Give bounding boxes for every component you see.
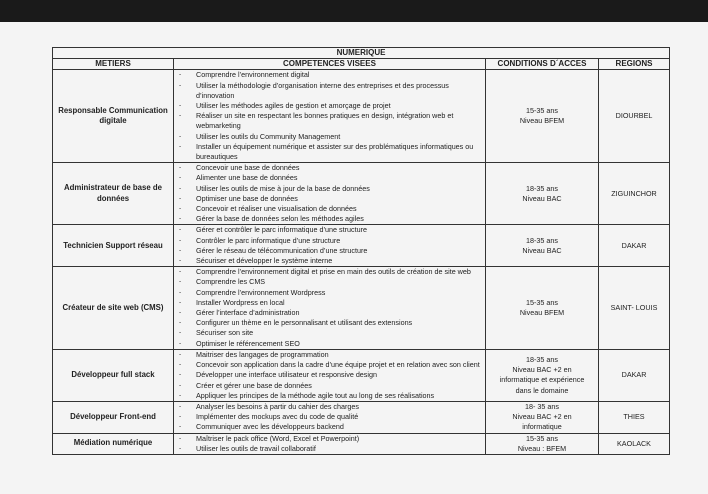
competence-item: - Utiliser les outils de travail collaboratif — [176, 444, 483, 454]
condition-line: 18- 35 ans — [525, 401, 559, 411]
competence-item: - Comprendre l’environnement digital et prise en main des outils de création de site web — [176, 267, 483, 277]
competences-cell — [174, 163, 486, 225]
metier-cell: Médiation numérique — [53, 433, 174, 454]
metier-cell: Responsable Communication digitale — [53, 70, 174, 163]
conditions-cell — [486, 225, 599, 267]
conditions-cell — [486, 267, 599, 350]
competence-item: - Comprendre l’environnement digital — [176, 70, 483, 80]
competence-item: - Alimenter une base de données — [176, 173, 483, 183]
condition-line: informatique et expérience — [499, 375, 585, 385]
competences-list — [176, 434, 483, 454]
competence-item: - Installer Wordpress en local — [176, 298, 483, 308]
table-row — [53, 267, 670, 350]
condition-line: 15-35 ans — [526, 433, 558, 443]
metier-cell: Développeur full stack — [53, 349, 174, 401]
competences-list — [176, 70, 483, 162]
document-page — [0, 22, 708, 494]
conditions-cell — [486, 349, 599, 401]
competence-item: - Optimiser une base de données — [176, 194, 483, 204]
metier-cell: Créateur de site web (CMS) — [53, 267, 174, 350]
competences-list — [176, 350, 483, 401]
condition-line: Niveau BFEM — [519, 308, 565, 318]
competences-cell — [174, 401, 486, 433]
competences-list — [176, 163, 483, 224]
competence-item: - Configurer un thème en le personnalisant et utilisant des extensions — [176, 318, 483, 328]
metier-cell: Administrateur de base de données — [53, 163, 174, 225]
table-row — [53, 225, 670, 267]
competence-item: - Gérer le réseau de télécommunication d’une structure — [176, 246, 483, 256]
competences-list — [176, 225, 483, 266]
competence-item: - Utiliser les outils du Community Management — [176, 132, 483, 142]
header-metiers: METIERS — [53, 59, 174, 70]
competence-item: - Gérer l’interface d’administration — [176, 308, 483, 318]
competence-item: - Concevoir et réaliser une visualisation de données — [176, 204, 483, 214]
competence-item: - Implémenter des mockups avec du code de qualité — [176, 412, 483, 422]
condition-line: Niveau : BFEM — [517, 443, 567, 453]
region-cell: KAOLACK — [599, 433, 670, 454]
condition-line: 18-35 ans — [526, 235, 558, 245]
table-row — [53, 349, 670, 401]
header-competences: COMPETENCES VISEES — [174, 59, 486, 70]
competences-cell — [174, 433, 486, 454]
region-cell: THIES — [599, 401, 670, 433]
competence-item: - Analyser les besoins à partir du cahier des charges — [176, 402, 483, 412]
region-cell: DAKAR — [599, 349, 670, 401]
competence-item: - Utiliser les outils de mise à jour de la base de données — [176, 184, 483, 194]
competence-item: - Contrôler le parc informatique d’une structure — [176, 236, 483, 246]
competence-item: - Communiquer avec les développeurs backend — [176, 422, 483, 432]
table-row — [53, 163, 670, 225]
competence-item: - Installer un équipement numérique et assister sur des problématiques informatiques ou bureautiques — [176, 142, 483, 162]
competences-cell — [174, 70, 486, 163]
conditions-cell — [486, 163, 599, 225]
competences-list — [176, 402, 483, 433]
header-conditions: CONDITIONS D´ACCES — [486, 59, 599, 70]
competence-item: - Optimiser le référencement SEO — [176, 339, 483, 349]
table-row — [53, 70, 670, 163]
region-cell: DAKAR — [599, 225, 670, 267]
condition-line: 15-35 ans — [526, 297, 558, 307]
condition-line: Niveau BAC — [522, 245, 562, 255]
competence-item: - Développer une interface utilisateur et responsive design — [176, 370, 483, 380]
competences-cell — [174, 225, 486, 267]
condition-line: 15-35 ans — [526, 106, 558, 116]
condition-line: Niveau BAC +2 en — [512, 412, 572, 422]
competence-item: - Concevoir son application dans la cadre d’une équipe projet et en relation avec son client — [176, 360, 483, 370]
competence-item: - Sécuriser son site — [176, 328, 483, 338]
region-cell: ZIGUINCHOR — [599, 163, 670, 225]
condition-line: dans le domaine — [515, 385, 569, 395]
competences-list — [176, 267, 483, 349]
conditions-cell — [486, 433, 599, 454]
condition-line: Niveau BFEM — [519, 116, 565, 126]
competence-item: - Concevoir une base de données — [176, 163, 483, 173]
condition-line: informatique — [522, 422, 562, 432]
competence-item: - Utiliser les méthodes agiles de gestion et amorçage de projet — [176, 101, 483, 111]
competence-item: - Créer et gérer une base de données — [176, 381, 483, 391]
table-row — [53, 401, 670, 433]
competence-item: - Gérer la base de données selon les méthodes agiles — [176, 214, 483, 224]
competence-item: - Maîtriser le pack office (Word, Excel et Powerpoint) — [176, 434, 483, 444]
metier-cell: Technicien Support réseau — [53, 225, 174, 267]
metier-cell: Développeur Front-end — [53, 401, 174, 433]
competence-item: - Comprendre l’environnement Wordpress — [176, 288, 483, 298]
condition-line: 18-35 ans — [526, 183, 558, 193]
region-cell: SAINT- LOUIS — [599, 267, 670, 350]
condition-line: Niveau BAC +2 en — [512, 365, 572, 375]
conditions-cell — [486, 70, 599, 163]
conditions-cell — [486, 401, 599, 433]
competence-item: - Réaliser un site en respectant les bonnes pratiques en design, intégration web et webmarketing — [176, 111, 483, 131]
competence-item: - Appliquer les principes de la méthode agile tout au long de ses réalisations — [176, 391, 483, 401]
competence-item: - Comprendre les CMS — [176, 277, 483, 287]
competence-item: - Sécuriser et développer le système interne — [176, 256, 483, 266]
competence-item: - Gérer et contrôler le parc informatique d’une structure — [176, 225, 483, 235]
header-regions: REGIONS — [599, 59, 670, 70]
competence-item: - Utiliser la méthodologie d’organisation interne des entreprises et des processus d’innovation — [176, 81, 483, 101]
table-body — [53, 70, 670, 455]
competences-cell — [174, 349, 486, 401]
region-cell: DIOURBEL — [599, 70, 670, 163]
competences-cell — [174, 267, 486, 350]
table-title: NUMERIQUE — [53, 48, 670, 59]
competence-item: - Maitriser des langages de programmation — [176, 350, 483, 360]
formation-table — [52, 47, 670, 455]
condition-line: Niveau BAC — [522, 193, 562, 203]
condition-line: 18-35 ans — [526, 354, 558, 364]
table-row — [53, 433, 670, 454]
